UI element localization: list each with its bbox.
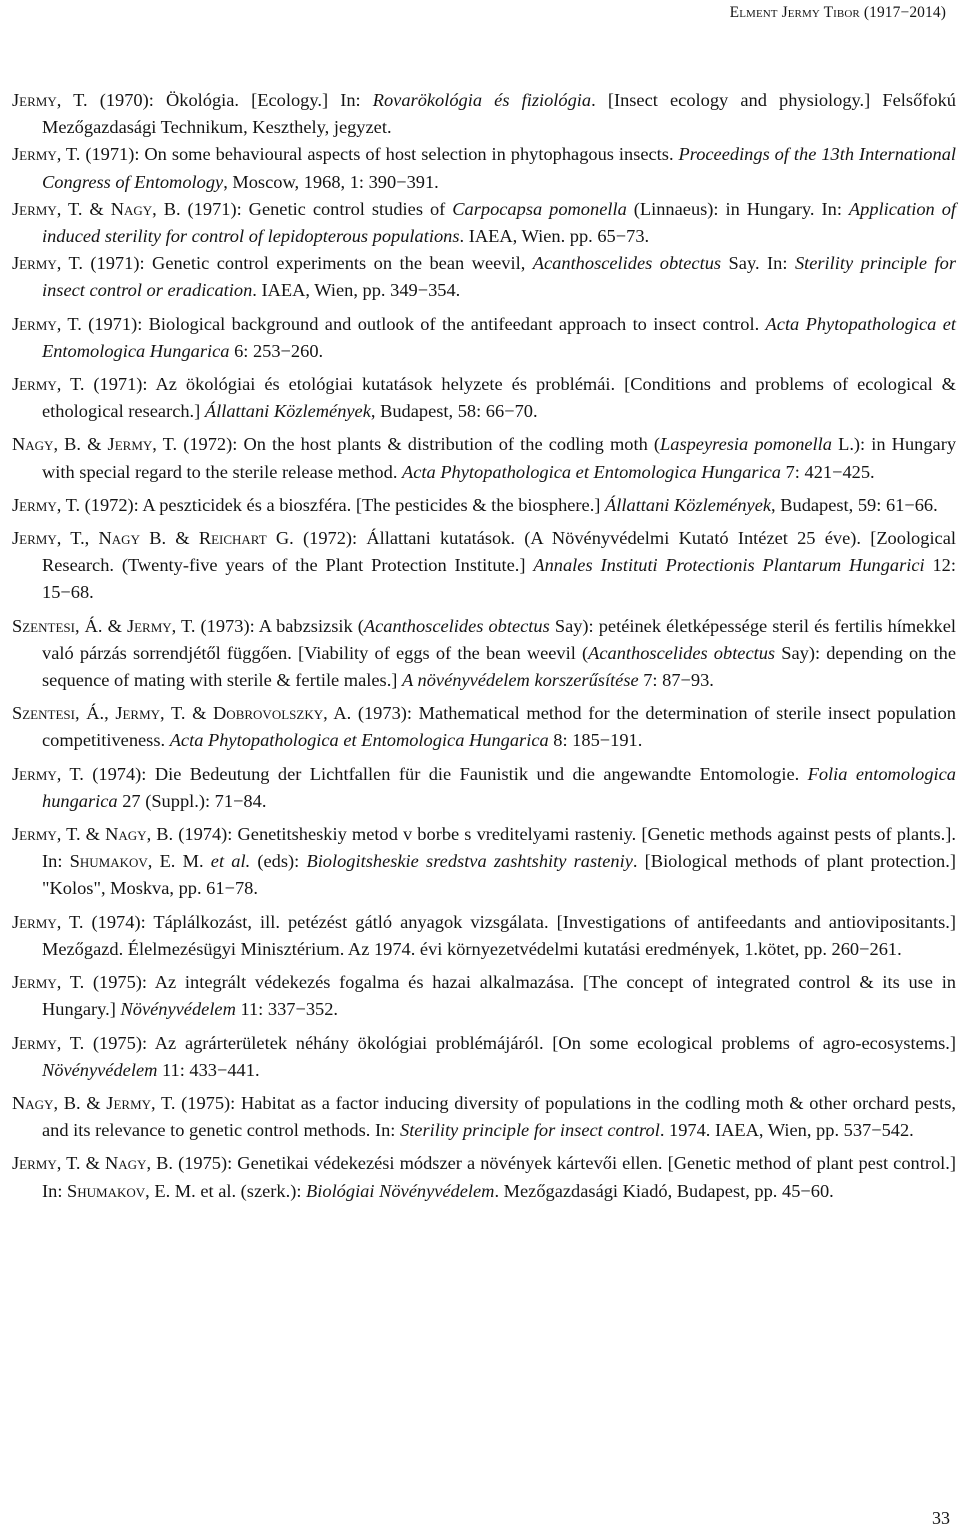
author-name: Jermy — [12, 1032, 57, 1053]
author-name: Jermy — [12, 972, 57, 993]
reference-text: . [Biological methods of plant protection.] "Kolos", Moskva, pp. 61−78. — [42, 851, 956, 899]
reference-entry — [12, 141, 956, 195]
reference-entry — [12, 1030, 956, 1084]
italic-title: A növényvédelem korszerűsítése — [402, 670, 639, 691]
reference-entry — [12, 431, 956, 485]
author-name: Jermy — [12, 911, 57, 932]
italic-title: Acta Phytopathologica et Entomologica Hungarica — [42, 313, 956, 361]
reference-text: , T., — [56, 528, 99, 549]
reference-text: . Mezőgazdasági Kiadó, Budapest, pp. 45−60. — [494, 1180, 834, 1201]
reference-text: , T. & — [56, 1153, 105, 1174]
reference-entry — [12, 909, 956, 963]
reference-text: , T. (1973): A babzsizsik ( — [171, 615, 364, 636]
reference-text: , E. M. — [147, 851, 211, 872]
reference-text: 7: 87−93. — [638, 670, 714, 691]
author-name: Jermy — [12, 374, 57, 395]
reference-text: , T. (1971): On some behavioural aspects of host selection in phytophagous insects. — [56, 144, 679, 165]
reference-text: , T. (1971): Genetic control experiments on the bean weevil, — [56, 253, 533, 274]
reference-text: . IAEA, Wien. pp. 65−73. — [459, 226, 650, 247]
reference-text: Say): depending on the sequence of mating with sterile & fertile males.] — [42, 642, 957, 691]
reference-text: , B. (1971): Genetic control studies of — [152, 198, 453, 219]
author-name: Jermy — [126, 615, 172, 636]
italic-title: Carpocapsa pomonella — [452, 198, 627, 219]
author-name: Reichart — [198, 528, 267, 549]
author-name: Nagy — [12, 434, 54, 455]
author-name: Shumakov — [69, 851, 148, 872]
reference-text: . IAEA, Wien, pp. 349−354. — [252, 280, 461, 301]
reference-entry — [12, 87, 956, 141]
author-name: Szentesi — [12, 615, 75, 636]
reference-text: , T. (1975): Habitat as a factor inducing diversity of populations in the codling moth & other orchard pests, and its relevance to genetic control methods. In: — [42, 1092, 956, 1141]
reference-entry — [12, 1090, 956, 1144]
reference-text: 11: 433−441. — [157, 1059, 260, 1080]
author-name: Jermy — [115, 703, 161, 724]
italic-title: Sterility principle for insect control — [400, 1120, 660, 1141]
reference-text: 12: 15−68. — [42, 555, 956, 603]
reference-text: , A. (1973): Mathematical method for the determination of sterile insect population competitiveness. — [42, 703, 956, 751]
author-name: Shumakov — [67, 1180, 146, 1201]
author-name: Jermy — [12, 198, 57, 219]
reference-list — [12, 87, 956, 1205]
italic-title: Állattani Közlemények — [204, 401, 371, 422]
reference-text: , T. (1971): Az ökológiai és etológiai kutatások helyzete és problémái. [Conditions and problems of ecological & ethological research.] — [42, 374, 956, 422]
author-name: Jermy — [12, 313, 57, 334]
reference-text: , Budapest, 59: 61−66. — [771, 494, 938, 515]
author-name: Nagy — [105, 824, 147, 845]
reference-text: 27 (Suppl.): 71−84. — [117, 790, 267, 811]
reference-text: , T. & — [160, 703, 214, 724]
reference-text: 11: 337−352. — [235, 999, 339, 1020]
reference-text: , T. (1971): Biological background and outlook of the antifeedant approach to insect control. — [56, 313, 766, 334]
reference-text: , Á. & — [74, 615, 127, 636]
author-name: Jermy — [12, 494, 57, 515]
italic-title: Acta Phytopathologica et Entomologica Hungarica — [402, 461, 781, 482]
reference-text: , B. (1974): Genetitsheskiy metod v borbe s vreditelyami rasteniy. [Genetic methods against pests of plants.]. In: — [42, 824, 956, 872]
reference-entry — [12, 525, 956, 607]
reference-text: , B. (1975): Genetikai védekezési módszer a növények kártevői ellen. [Genetic method of plant pest control.] In: — [42, 1153, 956, 1201]
author-name: Jermy — [12, 253, 57, 274]
reference-text: 8: 185−191. — [548, 730, 643, 751]
reference-entry — [12, 1150, 956, 1204]
reference-text: , T. (1974): Die Bedeutung der Lichtfallen für die Faunistik und die angewandte Entomologie. — [56, 763, 808, 784]
italic-title: Folia entomologica hungarica — [42, 763, 956, 811]
author-name: Szentesi — [12, 703, 75, 724]
italic-title: Acanthoscelides obtectus — [363, 615, 550, 636]
author-name: Dobrovolszky — [213, 703, 324, 724]
reference-text: 6: 253−260. — [229, 340, 324, 361]
reference-text: (Linnaeus): in Hungary. In: — [626, 198, 849, 219]
author-name: Jermy — [12, 528, 57, 549]
italic-title: Rovarökológia és fiziológia — [372, 90, 592, 110]
reference-text: , T. (1975): Az agrárterületek néhány ökológiai problémájáról. [On some ecological problems of agro-ecosystems.] — [56, 1032, 956, 1053]
running-header — [730, 4, 946, 22]
italic-title: Sterility principle for insect control or eradication — [42, 253, 956, 301]
italic-title: Biologitsheskie sredstva zashtshity rasteniy — [306, 851, 633, 872]
author-name: Jermy — [12, 144, 57, 165]
reference-text: G. (1972): Állattani kutatások. (A Növényvédelmi Kutató Intézet 25 éve). [Zoological Research. (Twenty-five years of the Plant Protection Institute.] — [42, 528, 956, 576]
italic-title: Proceedings of the 13th International Congress of Entomology — [42, 144, 957, 192]
italic-title: Acanthoscelides obtectus — [532, 253, 722, 274]
italic-title: Növényvédelem — [42, 1059, 158, 1080]
author-name: Jermy — [12, 763, 57, 784]
reference-entry — [12, 821, 956, 903]
reference-entry — [12, 250, 956, 304]
reference-text: , T. (1975): Az integrált védekezés fogalma és hazai alkalmazása. [The concept of integrated control & its use in Hungary.] — [42, 972, 956, 1020]
reference-text: , B. & — [53, 434, 108, 455]
italic-title: Acanthoscelides obtectus — [588, 642, 776, 663]
reference-text: . [Insect ecology and physiology.] Felsőfokú Mezőgazdasági Technikum, Keszthely, jegyzet. — [42, 90, 956, 138]
reference-entry — [12, 196, 956, 250]
italic-title: Állattani Közlemények — [605, 494, 772, 515]
reference-text: 7: 421−425. — [781, 461, 875, 482]
author-name: Jermy — [12, 90, 57, 110]
reference-text: (eds): — [250, 851, 307, 872]
reference-text: L.): in Hungary with special regard to the sterile release method. — [42, 434, 957, 482]
italic-title: Növényvédelem — [120, 999, 236, 1020]
reference-entry — [12, 311, 956, 365]
author-name: Jermy — [107, 434, 153, 455]
page-number: 33 — [932, 1508, 950, 1528]
author-name: Jermy — [12, 824, 57, 845]
reference-text: . 1974. IAEA, Wien, pp. 537−542. — [659, 1120, 914, 1141]
reference-text: , Moscow, 1968, 1: 390−391. — [223, 171, 439, 192]
reference-text: , B. & — [53, 1092, 107, 1113]
reference-text: , T. (1974): Táplálkozást, ill. petézést gátló anyagok vizsgálata. [Investigations of antifeedants and antiovipositants.] Mezőgazd. Élelmezésügyi Minisztérium. Az 1974. évi környezetvédelmi kutatási eredmények, 1.kötet, pp. 260−261. — [42, 911, 956, 959]
reference-entry — [12, 613, 956, 695]
reference-entry — [12, 761, 956, 815]
italic-title: Biológiai Növényvédelem — [306, 1180, 495, 1201]
reference-text: B. & — [139, 528, 199, 549]
author-name: Nagy — [105, 1153, 147, 1174]
reference-text: , T. (1972): A peszticidek és a bioszféra. [The pesticides & the biosphere.] — [56, 494, 606, 515]
reference-entry — [12, 371, 956, 425]
reference-text: Say. In: — [721, 253, 795, 274]
reference-entry — [12, 700, 956, 754]
running-title: Elment Jermy Tibor (1917−2014) — [729, 4, 946, 21]
author-name: Nagy — [98, 528, 140, 549]
reference-text: , T. & — [56, 824, 106, 845]
reference-text: , T. (1972): On the host plants & distribution of the codling moth ( — [152, 434, 661, 455]
italic-title: Laspeyresia pomonella — [660, 434, 832, 455]
reference-text: , Budapest, 58: 66−70. — [370, 401, 538, 422]
reference-text: , T. (1970): Ökológia. [Ecology.] In: — [56, 90, 373, 110]
author-name: Nagy — [110, 198, 153, 219]
author-name: Jermy — [106, 1092, 152, 1113]
italic-title: et al. — [210, 851, 251, 872]
reference-text: , Á., — [74, 703, 116, 724]
reference-entry — [12, 969, 956, 1023]
author-name: Nagy — [12, 1092, 54, 1113]
reference-text: , T. & — [56, 198, 111, 219]
reference-text: , E. M. et al. (szerk.): — [145, 1180, 307, 1201]
italic-title: Annales Instituti Protectionis Plantarum Hungarici — [533, 555, 925, 576]
italic-title: Acta Phytopathologica et Entomologica Hungarica — [169, 730, 549, 751]
reference-entry — [12, 492, 956, 519]
italic-title: Application of induced sterility for control of lepidopterous populations — [42, 198, 956, 247]
reference-text: Say): petéinek életképessége steril és fertilis hímekkel való párzás sorrendjétől függően. [Viability of eggs of the bean weevil ( — [42, 615, 957, 663]
author-name: Jermy — [12, 1153, 57, 1174]
